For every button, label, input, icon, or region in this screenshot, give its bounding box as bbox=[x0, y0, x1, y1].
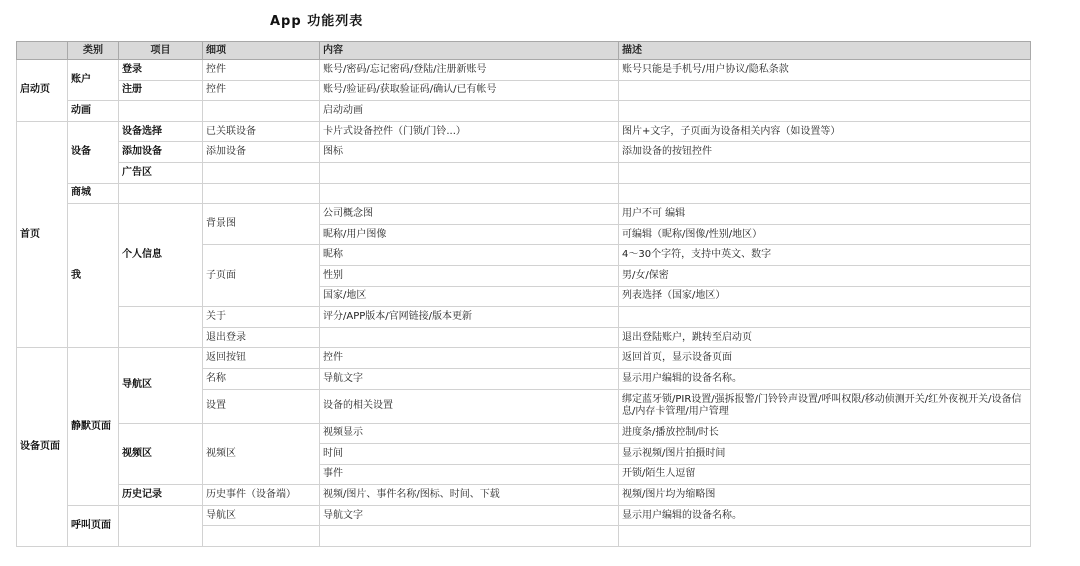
content-cell: 国家/地区 bbox=[320, 286, 619, 307]
content-cell: 启动动画 bbox=[320, 101, 619, 122]
description-cell: 显示视频/图片拍摄时间 bbox=[619, 444, 1031, 465]
item-cell bbox=[119, 505, 203, 546]
page-cell-home: 首页 bbox=[17, 121, 68, 348]
item-cell-add-device: 添加设备 bbox=[119, 142, 203, 163]
category-cell-call: 呼叫页面 bbox=[68, 505, 119, 546]
item-cell bbox=[119, 307, 203, 348]
item-cell-register: 注册 bbox=[119, 80, 203, 101]
content-cell: 账号/验证码/获取验证码/确认/已有帐号 bbox=[320, 80, 619, 101]
subitem-cell: 设置 bbox=[203, 389, 320, 423]
content-cell: 视频/图片、事件名称/图标、时间、下载 bbox=[320, 485, 619, 506]
item-cell-personal: 个人信息 bbox=[119, 204, 203, 307]
content-cell: 公司概念图 bbox=[320, 204, 619, 225]
subitem-cell: 返回按钮 bbox=[203, 348, 320, 369]
description-cell: 男/女/保密 bbox=[619, 265, 1031, 286]
item-cell-ad: 广告区 bbox=[119, 162, 203, 183]
table-row bbox=[17, 80, 1031, 101]
description-cell bbox=[619, 162, 1031, 183]
category-cell-mall: 商城 bbox=[68, 183, 119, 204]
description-cell bbox=[619, 80, 1031, 101]
subitem-cell bbox=[203, 101, 320, 122]
item-cell-nav: 导航区 bbox=[119, 348, 203, 423]
table-row bbox=[17, 121, 1031, 142]
category-cell-static: 静默页面 bbox=[68, 348, 119, 506]
description-cell: 列表选择（国家/地区） bbox=[619, 286, 1031, 307]
description-cell: 进度条/播放控制/时长 bbox=[619, 423, 1031, 444]
content-cell: 时间 bbox=[320, 444, 619, 465]
description-cell: 添加设备的按钮控件 bbox=[619, 142, 1031, 163]
description-cell: 退出登陆账户，跳转至启动页 bbox=[619, 327, 1031, 348]
subitem-cell-background: 背景图 bbox=[203, 204, 320, 245]
content-cell: 卡片式设备控件（门锁/门铃...） bbox=[320, 121, 619, 142]
description-cell: 4～30个字符，支持中英文、数字 bbox=[619, 245, 1031, 266]
page-cell-launch: 启动页 bbox=[17, 60, 68, 122]
subitem-cell: 控件 bbox=[203, 60, 320, 81]
description-cell bbox=[619, 307, 1031, 328]
description-cell bbox=[619, 101, 1031, 122]
subitem-cell: 历史事件（设备端） bbox=[203, 485, 320, 506]
table-row bbox=[17, 505, 1031, 526]
description-cell: 显示用户编辑的设备名称。 bbox=[619, 368, 1031, 389]
content-cell: 账号/密码/忘记密码/登陆/注册新账号 bbox=[320, 60, 619, 81]
description-cell bbox=[619, 183, 1031, 204]
header-description: 描述 bbox=[619, 42, 1031, 60]
subitem-cell: 名称 bbox=[203, 368, 320, 389]
subitem-cell-video: 视频区 bbox=[203, 423, 320, 485]
item-cell bbox=[119, 101, 203, 122]
category-cell-account: 账户 bbox=[68, 60, 119, 101]
content-cell: 导航文字 bbox=[320, 505, 619, 526]
subitem-cell: 控件 bbox=[203, 80, 320, 101]
page-title: App 功能列表 bbox=[270, 14, 364, 29]
header-row bbox=[17, 42, 1031, 60]
category-cell-animation: 动画 bbox=[68, 101, 119, 122]
subitem-cell bbox=[203, 162, 320, 183]
header-subitem: 细项 bbox=[203, 42, 320, 60]
content-cell: 导航文字 bbox=[320, 368, 619, 389]
table-row bbox=[17, 307, 1031, 328]
table-row bbox=[17, 142, 1031, 163]
item-cell-video: 视频区 bbox=[119, 423, 203, 485]
description-cell: 用户不可 编辑 bbox=[619, 204, 1031, 225]
content-cell bbox=[320, 162, 619, 183]
subitem-cell-subpage: 子页面 bbox=[203, 245, 320, 307]
content-cell: 控件 bbox=[320, 348, 619, 369]
content-cell bbox=[320, 327, 619, 348]
subitem-cell bbox=[203, 183, 320, 204]
item-cell-history: 历史记录 bbox=[119, 485, 203, 506]
category-cell-me: 我 bbox=[68, 204, 119, 348]
content-cell: 事件 bbox=[320, 464, 619, 485]
header-blank bbox=[17, 42, 68, 60]
content-cell: 昵称/用户图像 bbox=[320, 224, 619, 245]
table-row bbox=[17, 423, 1031, 444]
description-cell: 视频/图片均为缩略图 bbox=[619, 485, 1031, 506]
subitem-cell: 关于 bbox=[203, 307, 320, 328]
item-cell-device-select: 设备选择 bbox=[119, 121, 203, 142]
header-item: 项目 bbox=[119, 42, 203, 60]
description-cell: 绑定蓝牙锁/PIR设置/强拆报警/门铃铃声设置/呼叫权限/移动侦测开关/红外夜视开关/设备信息/内存卡管理/用户管理 bbox=[619, 389, 1031, 423]
content-cell: 视频显示 bbox=[320, 423, 619, 444]
table-row bbox=[17, 348, 1031, 369]
description-cell bbox=[619, 526, 1031, 547]
table-row bbox=[17, 485, 1031, 506]
description-cell: 显示用户编辑的设备名称。 bbox=[619, 505, 1031, 526]
description-cell: 可编辑（昵称/图像/性别/地区） bbox=[619, 224, 1031, 245]
category-cell-device: 设备 bbox=[68, 121, 119, 183]
table-row bbox=[17, 162, 1031, 183]
feature-table bbox=[16, 41, 1031, 547]
content-cell: 设备的相关设置 bbox=[320, 389, 619, 423]
content-cell: 昵称 bbox=[320, 245, 619, 266]
subitem-cell: 退出登录 bbox=[203, 327, 320, 348]
item-cell-login: 登录 bbox=[119, 60, 203, 81]
content-cell: 图标 bbox=[320, 142, 619, 163]
content-cell: 评分/APP版本/官网链接/版本更新 bbox=[320, 307, 619, 328]
table-row bbox=[17, 204, 1031, 225]
header-category: 类别 bbox=[68, 42, 119, 60]
subitem-cell bbox=[203, 526, 320, 547]
page-cell-device: 设备页面 bbox=[17, 348, 68, 547]
content-cell bbox=[320, 526, 619, 547]
content-cell: 性别 bbox=[320, 265, 619, 286]
subitem-cell: 已关联设备 bbox=[203, 121, 320, 142]
table-row bbox=[17, 183, 1031, 204]
description-cell: 图片+文字，子页面为设备相关内容（如设置等） bbox=[619, 121, 1031, 142]
subitem-cell: 导航区 bbox=[203, 505, 320, 526]
description-cell: 账号只能是手机号/用户协议/隐私条款 bbox=[619, 60, 1031, 81]
item-cell bbox=[119, 183, 203, 204]
header-content: 内容 bbox=[320, 42, 619, 60]
subitem-cell: 添加设备 bbox=[203, 142, 320, 163]
table-row bbox=[17, 101, 1031, 122]
content-cell bbox=[320, 183, 619, 204]
description-cell: 开锁/陌生人逗留 bbox=[619, 464, 1031, 485]
description-cell: 返回首页，显示设备页面 bbox=[619, 348, 1031, 369]
table-row bbox=[17, 60, 1031, 81]
